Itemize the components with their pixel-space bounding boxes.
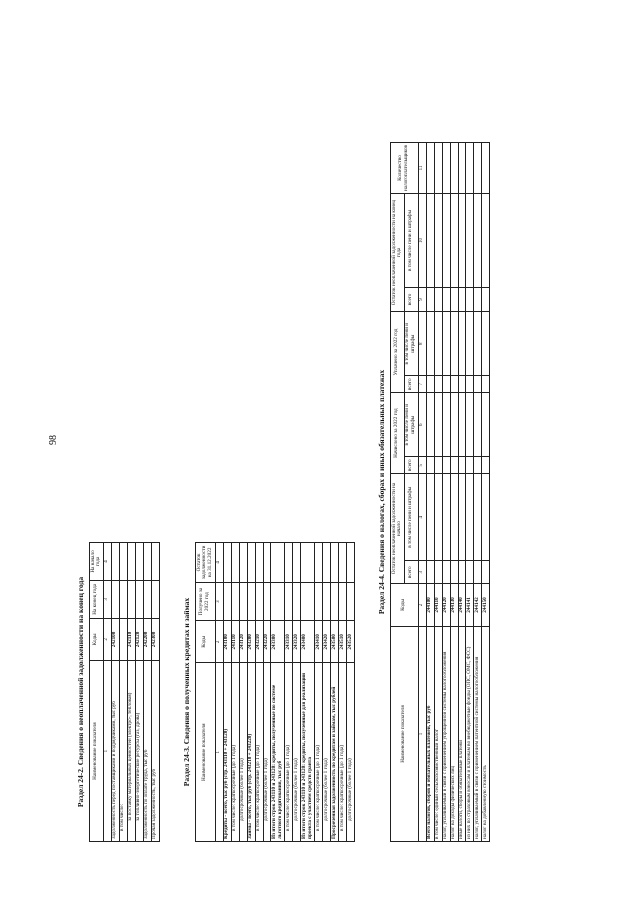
t3-empty-cell [255, 543, 263, 583]
t4-empty-cell [474, 143, 482, 194]
t2-row-name: в том числе: [119, 661, 127, 842]
page-number: 98 [48, 435, 59, 445]
t3-row-code: 243500 [331, 621, 339, 663]
t4-col-number: 11 [418, 143, 426, 194]
table-row [263, 543, 271, 842]
t3-empty-cell [339, 582, 347, 620]
t3-empty-cell [231, 543, 239, 583]
table-row [450, 143, 458, 842]
t3-row-code: 243410 [315, 621, 323, 663]
t4-col-number: 9 [418, 287, 426, 311]
t2-empty-cell [151, 543, 159, 581]
section-24-3-title: Раздел 24-3. Сведения о полученных кредитах и займах [182, 597, 191, 787]
t3-empty-cell [301, 582, 315, 620]
t4-empty-cell [458, 143, 466, 194]
t4-empty-cell [426, 287, 434, 311]
t4-empty-cell [434, 376, 442, 393]
table-row [339, 543, 347, 842]
t3-row-name: Из итоги строк 243110 и 243120: кредиты, полученные по системе льготного кредитования, тыс руб [271, 663, 285, 842]
t3-empty-cell [347, 582, 355, 620]
t4-empty-cell [482, 143, 490, 194]
t4-empty-cell [482, 312, 490, 376]
t2-row-code: 242200 [143, 618, 151, 660]
t4-row-code: 244120 [442, 584, 450, 627]
table-row [482, 143, 490, 842]
t3-empty-cell [315, 582, 323, 620]
t2-header-3: На начало года [90, 543, 104, 581]
t3-empty-cell [323, 543, 331, 583]
t3-row-code: 243110 [231, 621, 239, 663]
t3-row-code: 243200 [247, 621, 255, 663]
t3-row-name: долгосрочные (более 1 года) [239, 663, 247, 842]
t4-empty-cell [450, 312, 458, 376]
t3-row-code: 243320 [293, 621, 301, 663]
t2-row-name: за поставку материальных ценностей (электро-, тепловая) [127, 661, 135, 842]
t4-empty-cell [466, 393, 474, 457]
t2-header-0: Наименование показателя [90, 661, 104, 842]
t4-empty-cell [458, 376, 466, 393]
t4-empty-cell [442, 474, 450, 561]
t4-empty-cell [426, 393, 434, 457]
t3-row-code: 243400 [301, 621, 315, 663]
t4-sub-total: всего [404, 457, 418, 474]
t4-col-number: 10 [418, 194, 426, 288]
t3-row-name: долгосрочные (более 1 года) [347, 663, 355, 842]
table-row [135, 543, 143, 842]
t3-row-name: в том числе: краткосрочные (до 1 года) [339, 663, 347, 842]
t2-empty-cell [111, 580, 119, 618]
table-row [434, 143, 442, 842]
section-24-4 [377, 142, 490, 842]
t4-empty-cell [474, 194, 482, 288]
t4-empty-cell [458, 287, 466, 311]
table-row [119, 543, 127, 842]
t4-empty-cell [482, 457, 490, 474]
t3-empty-cell [331, 582, 339, 620]
t3-row-name: Из итоги строк 243110 и 243120: кредиты, полученные для реализации проекта с участием средств гранта [301, 663, 315, 842]
table-row [239, 543, 247, 842]
table-row [271, 543, 285, 842]
t2-header-1: Коды [90, 618, 104, 660]
table-row [347, 543, 355, 842]
t3-row-code: 243220 [263, 621, 271, 663]
t3-empty-cell [339, 543, 347, 583]
t4-empty-cell [458, 561, 466, 584]
t4-empty-cell [450, 474, 458, 561]
t3-empty-cell [323, 582, 331, 620]
t3-row-code: 243120 [239, 621, 247, 663]
t4-empty-cell [474, 457, 482, 474]
table-row [442, 143, 450, 842]
t4-header-balance-start: Остаток неоплаченной задолженности на начало [391, 474, 405, 584]
t3-empty-cell [255, 582, 263, 620]
t2-empty-cell [127, 580, 135, 618]
t4-empty-cell [466, 143, 474, 194]
t4-col-number: 5 [418, 457, 426, 474]
t4-col-number: 8 [418, 312, 426, 376]
t4-empty-cell [458, 312, 466, 376]
t4-row-code: 244140 [458, 584, 466, 627]
section-24-2-table [89, 542, 160, 842]
t4-empty-cell [442, 287, 450, 311]
t4-empty-cell [442, 457, 450, 474]
t4-row-code: 244130 [450, 584, 458, 627]
t4-empty-cell [426, 194, 434, 288]
t4-empty-cell [442, 194, 450, 288]
table-row [323, 543, 331, 842]
t4-empty-cell [482, 561, 490, 584]
t4-empty-cell [466, 376, 474, 393]
t4-empty-cell [442, 561, 450, 584]
t3-row-name: Кредиты - всего, тыс руб (стр. 243110 + 243120) [223, 663, 231, 842]
t4-empty-cell [450, 393, 458, 457]
t3-header-0: Наименование показателя [196, 663, 216, 842]
t2-empty-cell [135, 580, 143, 618]
t3-empty-cell [247, 543, 255, 583]
t4-row-code: 244141 [466, 584, 474, 627]
t4-empty-cell [466, 474, 474, 561]
t2-empty-cell [151, 580, 159, 618]
t4-empty-cell [474, 287, 482, 311]
table-row [315, 543, 323, 842]
t4-empty-cell [450, 287, 458, 311]
t4-header-code: Коды [391, 584, 419, 627]
t4-col-number: 3 [418, 561, 426, 584]
t4-empty-cell [434, 393, 442, 457]
table-row [285, 543, 293, 842]
t4-empty-cell [458, 393, 466, 457]
t4-empty-cell [466, 194, 474, 288]
t2-empty-cell [119, 580, 127, 618]
t3-header-2: Получено за 2022 год [196, 582, 216, 620]
t4-row-code: 244100 [426, 584, 434, 627]
t4-header-name: Наименование показателя [391, 627, 419, 842]
t4-sub-total: всего [404, 561, 418, 584]
section-24-4-table [390, 142, 490, 842]
t3-empty-cell [239, 543, 247, 583]
t4-row-name: из них по страховым взносам и платежам во внебюджетные фонды (ОПС, ОМС, ФСС) [466, 627, 474, 842]
t4-row-code: 244110 [434, 584, 442, 627]
t2-row-code: 242100 [111, 618, 119, 660]
table-row [331, 543, 339, 842]
t4-empty-cell [450, 376, 458, 393]
table-row [231, 543, 239, 842]
t4-empty-cell [450, 457, 458, 474]
t2-row-code: 242110 [127, 618, 135, 660]
t2-row-code: 242120 [135, 618, 143, 660]
t3-row-name: долгосрочные (более 1 года) [293, 663, 301, 842]
section-24-2-title: Раздел 24-2. Сведения о неоплаченной задолженности на конец года [76, 576, 85, 808]
table-row [255, 543, 263, 842]
t4-empty-cell [474, 376, 482, 393]
t3-empty-cell [263, 582, 271, 620]
t3-row-name: в том числе: краткосрочные (до 1 года) [255, 663, 263, 842]
t3-row-code: 243420 [323, 621, 331, 663]
table-row [111, 543, 119, 842]
t4-empty-cell [450, 194, 458, 288]
t3-empty-cell [263, 543, 271, 583]
t2-row-name: Задолженность перед поставщиками и подрядчиками, тыс руб [111, 661, 119, 842]
t3-empty-cell [247, 582, 255, 620]
t4-empty-cell [482, 474, 490, 561]
t4-header-balance-end: Остаток неоплаченной задолженности на конец года [391, 194, 405, 312]
t4-sub-incl: в том числе пени и штрафы [404, 393, 418, 457]
t2-row-code: 242300 [151, 618, 159, 660]
table-row [458, 143, 466, 842]
t3-row-code: 243300 [271, 621, 285, 663]
t4-empty-cell [426, 457, 434, 474]
table-row [143, 543, 151, 842]
t3-row-name: долгосрочные (более 1 года) [263, 663, 271, 842]
t4-empty-cell [450, 561, 458, 584]
t3-row-name: в том числе: краткосрочные (до 1 года) [231, 663, 239, 842]
t4-empty-cell [482, 393, 490, 457]
t3-empty-cell [285, 543, 293, 583]
t4-col-number: 1 [418, 627, 426, 842]
t4-row-name: Всего налогов, сборов и обязательных платежей, тыс руб [426, 627, 434, 842]
t4-header-accrued: Начислено за 2022 год [391, 393, 405, 474]
t4-empty-cell [482, 376, 490, 393]
t4-empty-cell [466, 287, 474, 311]
t4-empty-cell [458, 474, 466, 561]
t4-empty-cell [474, 561, 482, 584]
t3-empty-cell [331, 543, 339, 583]
t4-header-count: Количество налогоплательщиков [391, 143, 419, 194]
t2-row-name: за топливно-энергетические ресурсы (газ, дрова) [135, 661, 143, 842]
t2-row-name: Прочая задолженность, тыс руб [151, 661, 159, 842]
section-24-3 [182, 542, 355, 842]
t4-row-code: 244142 [474, 584, 482, 627]
t3-empty-cell [223, 543, 231, 583]
t4-row-name: налог на добавленную стоимость [482, 627, 490, 842]
t4-col-number: 2 [418, 584, 426, 627]
t4-empty-cell [426, 312, 434, 376]
t2-empty-cell [119, 543, 127, 581]
t4-sub-total: всего [404, 287, 418, 311]
table-row [474, 143, 482, 842]
t4-empty-cell [426, 376, 434, 393]
t4-sub-total: всего [404, 376, 418, 393]
t3-row-name: Займы - всего, тыс руб (стр. 243210 + 243220) [247, 663, 255, 842]
t4-row-name: иные налоги, сборы и обязательные платежи [458, 627, 466, 842]
t4-row-name: налог, уплачиваемый в связи с применением упрощенной системы налогообложения [442, 627, 450, 842]
t4-empty-cell [482, 194, 490, 288]
t3-empty-cell [271, 582, 285, 620]
t3-header-3: Остаток задолженности на 31.12.2022 [196, 543, 216, 583]
t2-row-name: Задолженность по оплате труда, тыс руб [143, 661, 151, 842]
t4-col-number: 7 [418, 376, 426, 393]
t4-empty-cell [442, 376, 450, 393]
t4-empty-cell [466, 312, 474, 376]
t4-empty-cell [474, 393, 482, 457]
t3-row-name: долгосрочные (более 1 года) [323, 663, 331, 842]
table-row [466, 143, 474, 842]
t3-empty-cell [271, 543, 285, 583]
t4-empty-cell [434, 561, 442, 584]
section-24-4-title: Раздел 24-4. Сведения о налогах, сборах и иных обязательных платежах [377, 369, 386, 615]
t3-header-1: Коды [196, 621, 216, 663]
t4-col-number: 4 [418, 474, 426, 561]
t2-col-number: 1 [103, 661, 111, 842]
t2-empty-cell [143, 543, 151, 581]
t3-col-number: 4 [215, 543, 223, 583]
t3-col-number: 2 [215, 621, 223, 663]
t4-empty-cell [442, 143, 450, 194]
t4-empty-cell [442, 393, 450, 457]
t2-empty-cell [143, 580, 151, 618]
t3-row-code: 243100 [223, 621, 231, 663]
t4-row-name: налог на доходы физических лиц [450, 627, 458, 842]
t2-row-code [119, 618, 127, 660]
t2-empty-cell [135, 543, 143, 581]
table-row [127, 543, 135, 842]
t4-row-code: 244150 [482, 584, 490, 627]
t3-empty-cell [293, 543, 301, 583]
t3-row-code: 243210 [255, 621, 263, 663]
t3-empty-cell [315, 543, 323, 583]
t4-empty-cell [434, 143, 442, 194]
t2-col-number: 4 [103, 543, 111, 581]
t3-col-number: 1 [215, 663, 223, 842]
t2-empty-cell [111, 543, 119, 581]
section-24-2 [76, 542, 160, 842]
t4-empty-cell [434, 312, 442, 376]
table-row [151, 543, 159, 842]
t3-row-code: 243520 [347, 621, 355, 663]
t3-row-code: 243510 [339, 621, 347, 663]
rotated-page-content [62, 112, 532, 872]
t4-sub-incl: в том числе пени и штрафы [404, 194, 418, 288]
t3-empty-cell [285, 582, 293, 620]
t3-empty-cell [293, 582, 301, 620]
t4-empty-cell [426, 474, 434, 561]
table-row [301, 543, 315, 842]
t3-empty-cell [239, 582, 247, 620]
t4-empty-cell [482, 287, 490, 311]
t2-col-number: 3 [103, 580, 111, 618]
t4-empty-cell [466, 457, 474, 474]
t3-empty-cell [223, 582, 231, 620]
t4-empty-cell [442, 312, 450, 376]
t4-row-name: налог, уплачиваемый в связи с применением патентной системы налогообложения [474, 627, 482, 842]
t3-col-number: 3 [215, 582, 223, 620]
table-row [247, 543, 255, 842]
t2-header-2: На конец года [90, 580, 104, 618]
t4-empty-cell [434, 194, 442, 288]
t3-empty-cell [231, 582, 239, 620]
t2-col-number: 2 [103, 618, 111, 660]
t4-sub-incl: в том числе пени и штрафы [404, 312, 418, 376]
t4-empty-cell [474, 312, 482, 376]
t4-sub-incl: в том числе пени и штрафы [404, 474, 418, 561]
t3-row-code: 243310 [285, 621, 293, 663]
t4-empty-cell [450, 143, 458, 194]
t4-empty-cell [458, 457, 466, 474]
t4-empty-cell [434, 287, 442, 311]
section-24-3-table [195, 542, 355, 842]
t2-empty-cell [127, 543, 135, 581]
table-row [426, 143, 434, 842]
t3-row-name: Просроченная задолженность по кредитам и займам, тыс рублей [331, 663, 339, 842]
t4-col-number: 6 [418, 393, 426, 457]
t3-empty-cell [301, 543, 315, 583]
t4-empty-cell [426, 143, 434, 194]
t4-empty-cell [434, 474, 442, 561]
t4-empty-cell [458, 194, 466, 288]
t4-empty-cell [474, 474, 482, 561]
t3-empty-cell [347, 543, 355, 583]
t4-header-paid: Уплачено за 2022 год [391, 312, 405, 393]
t4-empty-cell [434, 457, 442, 474]
t3-row-name: в том числе: краткосрочные (до 1 года) [285, 663, 293, 842]
table-row [293, 543, 301, 842]
t4-empty-cell [426, 561, 434, 584]
table-row [223, 543, 231, 842]
t4-empty-cell [466, 561, 474, 584]
t4-row-name: в том числе: единый сельскохозяйственный налог [434, 627, 442, 842]
t3-row-name: в том числе: краткосрочные (до 1 года) [315, 663, 323, 842]
